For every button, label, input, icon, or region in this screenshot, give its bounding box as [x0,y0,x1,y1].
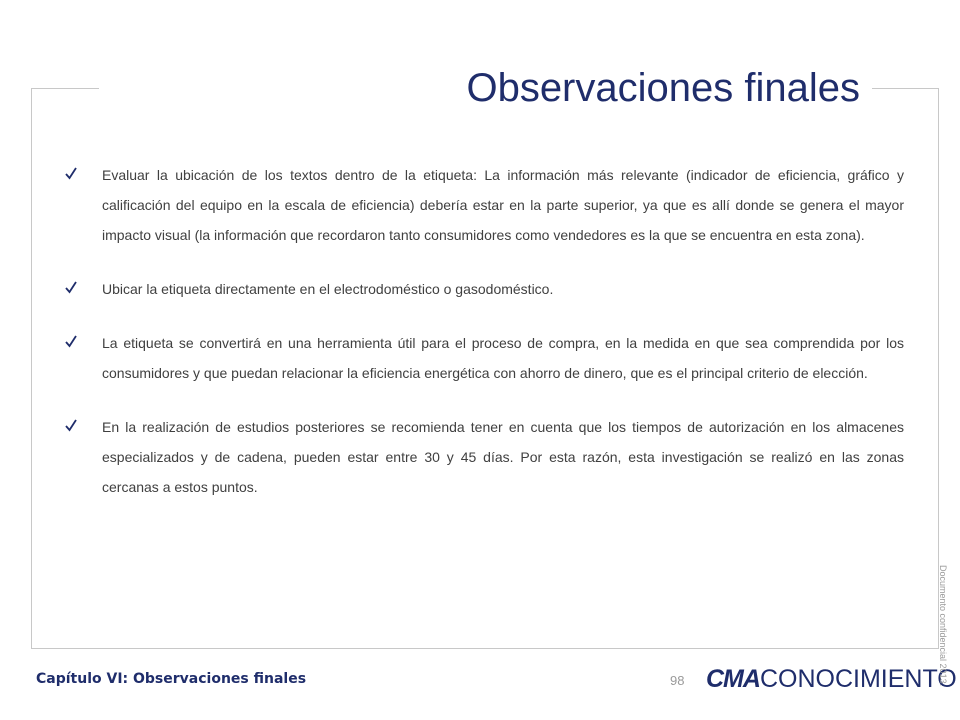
check-icon [64,328,78,354]
bullet-list [64,160,904,526]
bullet-text: En la realización de estudios posteriores se recomienda tener en cuenta que los tiempos de autorización en los almacenes especializados y de cadena, pueden estar entre 30 y 45 días. Por esta razón, esta investigación se realizó en las zonas cercanas a estos puntos. [102,419,904,495]
frame-left-border [31,88,32,648]
check-icon [64,160,78,186]
company-logo [706,664,957,694]
check-icon [64,274,78,300]
bullet-text: Evaluar la ubicación de los textos dentro de la etiqueta: La información más relevante (indicador de eficiencia, gráfico y calificación del equipo en la escala de eficiencia) debería estar en la parte superior, ya que es allí donde se genera el mayor impacto visual (la información que recordaron tanto consumidores como vendedores es la que se encuentra en esta zona). [102,167,904,243]
check-icon [64,412,78,438]
logo-mark: CMA [706,665,760,693]
list-item [64,412,904,502]
frame-top-right-border [872,88,939,89]
confidentiality-note: Documento confidencial 2013. [938,565,948,687]
frame-right-border [938,88,939,648]
list-item [64,274,904,304]
bullet-text: Ubicar la etiqueta directamente en el electrodoméstico o gasodoméstico. [102,281,554,297]
frame-top-left-border [31,88,99,89]
logo-wordmark: CONOCIMIENTO [759,665,957,693]
footer-chapter-title: Capítulo VI: Observaciones finales [36,671,307,687]
bullet-text: La etiqueta se convertirá en una herramienta útil para el proceso de compra, en la medida en que sea comprendida por los consumidores y que puedan relacionar la eficiencia energética con ahorro de dinero, que es el principal criterio de elección. [102,335,904,381]
list-item [64,328,904,388]
list-item [64,160,904,250]
page-number: 98 [670,673,685,688]
page-title: Observaciones finales [466,66,860,110]
frame-bottom-border [31,648,939,649]
